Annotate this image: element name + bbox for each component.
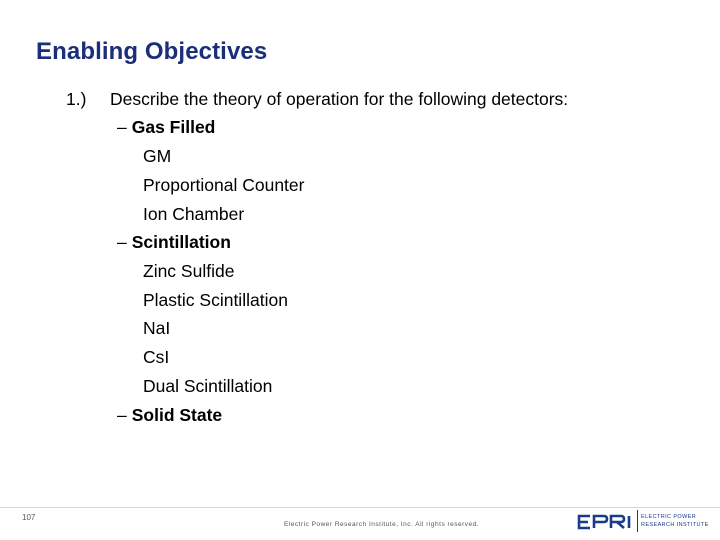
category-gas-filled: [117, 117, 215, 138]
list-item: Dual Scintillation: [143, 376, 273, 396]
list-item: Zinc Sulfide: [143, 261, 235, 281]
list-item: Proportional Counter: [143, 175, 305, 195]
category-scintillation: [117, 232, 231, 253]
epri-logo: [576, 512, 638, 532]
objective-text: Describe the theory of operation for the following detectors:: [110, 89, 569, 109]
category-label: Scintillation: [131, 232, 231, 252]
footer-divider: [0, 507, 720, 508]
list-item: CsI: [143, 347, 170, 367]
page-number: 107: [22, 513, 36, 522]
category-label: Gas Filled: [131, 117, 216, 137]
list-item: Ion Chamber: [143, 204, 245, 224]
list-item: NaI: [143, 318, 171, 338]
copyright-text: Electric Power Research Institute, Inc. All rights reserved.: [284, 521, 480, 528]
category-dash: –: [117, 117, 127, 137]
objective-number: 1.): [66, 89, 87, 109]
category-dash: –: [117, 232, 127, 252]
category-label: Solid State: [131, 405, 223, 425]
list-item: Plastic Scintillation: [143, 290, 288, 310]
slide-title: Enabling Objectives: [36, 38, 268, 65]
list-item: GM: [143, 146, 172, 166]
logo-text-line2: RESEARCH INSTITUTE: [641, 522, 709, 528]
logo-divider: [637, 510, 638, 532]
category-dash: –: [117, 405, 127, 425]
logo-text-line1: ELECTRIC POWER: [641, 514, 697, 520]
category-solid-state: [117, 405, 222, 426]
